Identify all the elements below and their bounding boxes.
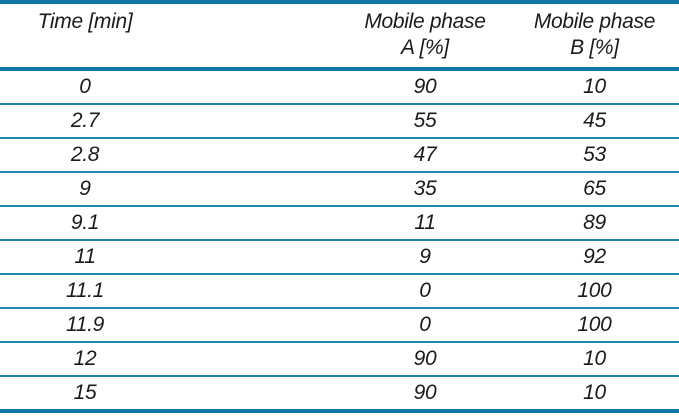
cell-time: 15 [73,381,97,404]
table-body [0,69,679,411]
cell-spacer [170,240,340,274]
cell-spacer [170,308,340,342]
col-header-time: Time [min] [0,2,170,69]
cell-phase-a: 35 [340,172,510,206]
cell-spacer [170,376,340,411]
cell-time: 11.9 [0,308,170,342]
table-row [0,206,679,240]
cell-spacer [170,138,340,172]
cell-phase-b: 100 [510,274,679,308]
cell-phase-b: 89 [510,206,679,240]
cell-phase-b: 92 [510,240,679,274]
cell-phase-b: 100 [510,308,679,342]
cell-spacer [170,104,340,138]
cell-time: 9 [0,172,170,206]
table-row [0,138,679,172]
table-row [0,240,679,274]
cell-phase-b: 45 [510,104,679,138]
cell-spacer [170,274,340,308]
cell-time: 9.1 [0,206,170,240]
col-header-phase-a-line1: Mobile phase [364,10,486,33]
cell-time: 12 [0,342,170,376]
table-row [0,376,679,411]
col-header-phase-b-line2: B [%] [570,36,619,59]
cell-spacer [170,69,340,104]
cell-spacer [170,206,340,240]
cell-time: 0 [0,69,170,104]
cell-phase-a: 0 [340,274,510,308]
cell-phase-b: 65 [510,172,679,206]
table-row [0,104,679,138]
cell-phase-b: 10 [510,342,679,376]
cell-phase-a: 90 [340,69,510,104]
table-header [0,2,679,69]
table-row [0,274,679,308]
col-header-phase-a [340,2,510,69]
cell-phase-a: 55 [340,104,510,138]
cell-time: 11 [0,240,170,274]
cell-time: 2.7 [0,104,170,138]
cell-phase-b: 53 [510,138,679,172]
table-row [0,342,679,376]
col-spacer [170,2,340,69]
table-row [0,69,679,104]
col-header-phase-b-line1: Mobile phase [533,10,656,33]
cell-phase-a: 90 [340,342,510,376]
cell-spacer [170,172,340,206]
cell-phase-a: 11 [340,206,510,240]
cell-phase-b: 10 [510,69,679,104]
cell-phase-a: 90 [413,381,437,404]
cell-phase-b: 10 [583,381,606,404]
cell-time: 2.8 [0,138,170,172]
header-row [0,2,679,69]
cell-phase-a: 0 [340,308,510,342]
col-header-phase-b [510,2,679,69]
cell-time: 11.1 [0,274,170,308]
cell-spacer [170,342,340,376]
table-row [0,172,679,206]
cell-phase-a: 9 [340,240,510,274]
table-row [0,308,679,342]
cell-phase-a: 47 [340,138,510,172]
col-header-phase-a-line2: A [%] [401,36,449,59]
